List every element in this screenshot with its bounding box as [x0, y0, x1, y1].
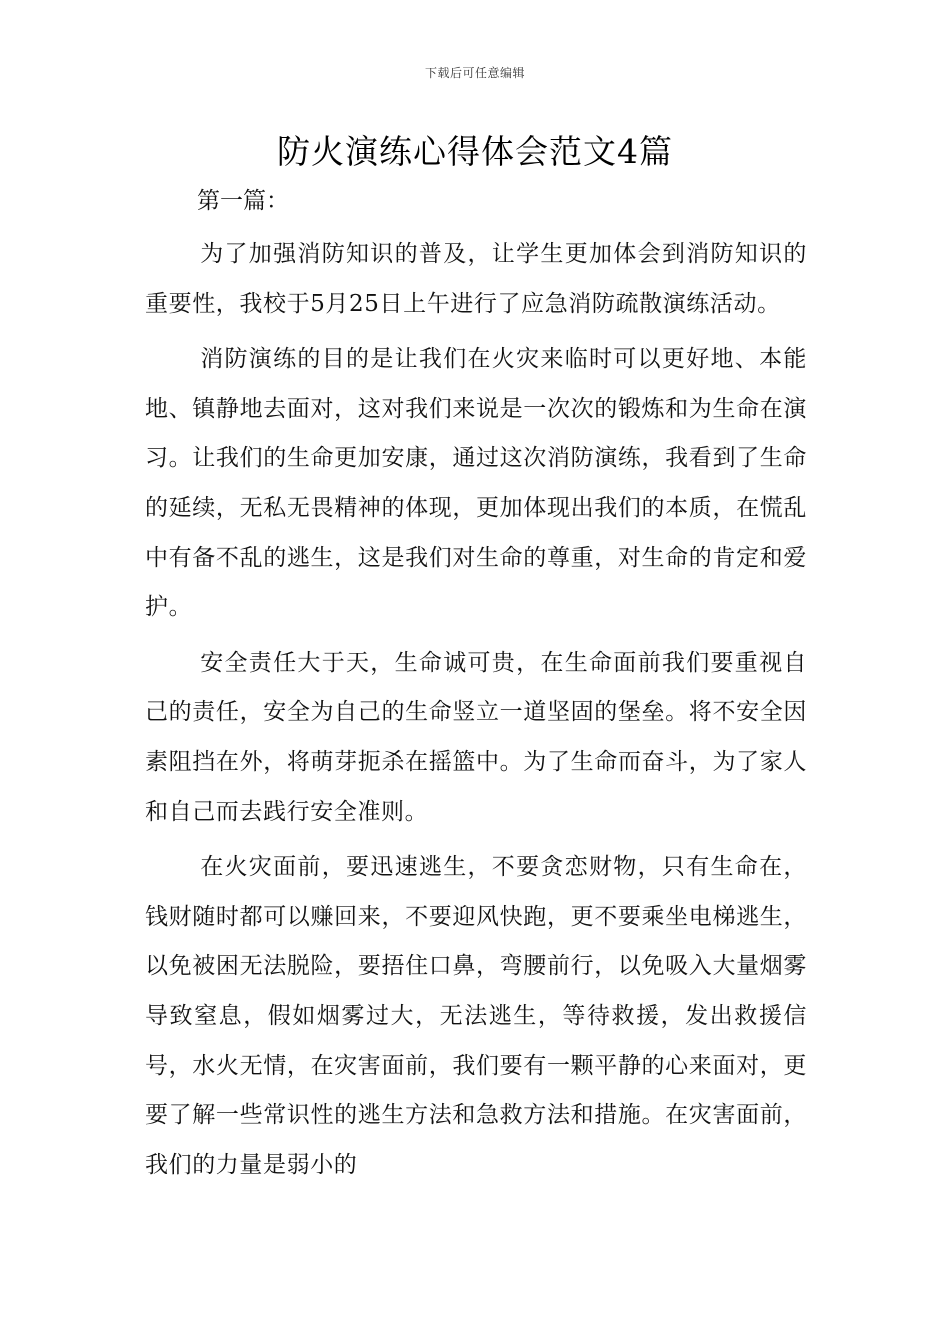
- paragraph-4: 在火灾面前，要迅速逃生，不要贪恋财物，只有生命在，钱财随时都可以赚回来，不要迎风快跑，更不要乘坐电梯逃生，以免被困无法脱险，要捂住口鼻，弯腰前行，以免吸入大量烟雾导致窒息，假如烟雾过大，无法逃生，等待救援，发出救援信号，水火无情，在灾害面前，我们要有一颗平静的心来面对，更要了解一些常识性的逃生方法和急救方法和措施。在灾害面前，我们的力量是弱小的: [145, 854, 807, 1178]
- document-title: 防火演练心得体会范文4篇: [277, 132, 673, 171]
- paragraph-3: 安全责任大于天，生命诚可贵，在生命面前我们要重视自己的责任，安全为自己的生命竖立一道坚固的堡垒。将不安全因素阻挡在外，将萌芽扼杀在摇篮中。为了生命而奋斗，为了家人和自己而去践行安全准则。: [145, 649, 807, 825]
- document-body: [145, 178, 807, 1190]
- header-note: 下载后可任意编辑: [424, 66, 525, 80]
- paragraph-1: 为了加强消防知识的普及，让学生更加体会到消防知识的重要性，我校于5月25日上午进行了应急消防疏散演练活动。: [145, 241, 807, 317]
- section-label: 第一篇：: [197, 188, 289, 214]
- paragraph-2: 消防演练的目的是让我们在火灾来临时可以更好地、本能地、镇静地去面对，这对我们来说是一次次的锻炼和为生命在演习。让我们的生命更加安康，通过这次消防演练，我看到了生命的延续，无私无畏精神的体现，更加体现出我们的本质，在慌乱中有备不乱的逃生，这是我们对生命的尊重，对生命的肯定和爱护。: [145, 346, 807, 621]
